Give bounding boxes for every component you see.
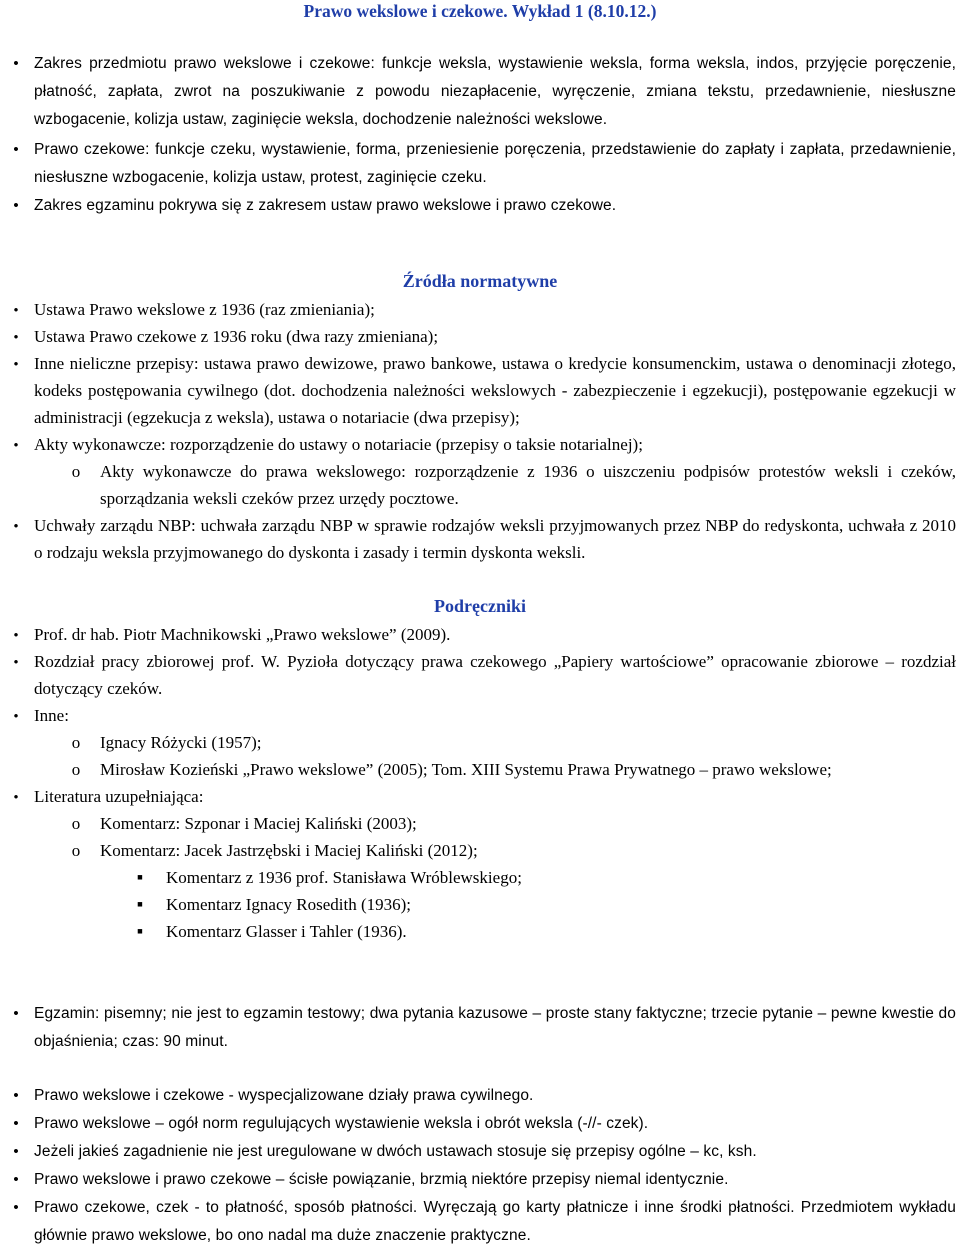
bullet-icon <box>6 136 26 164</box>
circle-bullet-icon <box>66 458 86 485</box>
bullet-icon <box>6 50 26 78</box>
list-item: • Prof. dr hab. Piotr Machnikowski „Prawo wekslowe” (2009). <box>0 621 960 648</box>
bullet-icon <box>6 512 26 541</box>
exam-list <box>0 1000 960 1056</box>
list-item: • Zakres przedmiotu prawo wekslowe i czekowe: funkcje weksla, wystawienie weksla, forma weksla, indos, przyjęcie poręczenie, płatność, zapłata, zwrot na poszukiwanie z powodu niezapłacenie, wyręczenie, zmiana tekstu, przedawnienie, niesłuszne wzbogacenie, kolizja ustaw, zaginięcie weksla, dochodzenie należności wekslowe. <box>0 50 960 134</box>
sub-list-item: o Komentarz: Jacek Jastrzębski i Maciej Kaliński (2012); <box>0 837 960 864</box>
list-item: • Prawo czekowe: funkcje czeku, wystawienie, forma, przeniesienie poręczenia, przedstawienie do zapłaty i zapłata, przedawnienie, niesłuszne wzbogacenie, kolizja ustaw, protest, zaginięcie czeku. <box>0 136 960 192</box>
bullet-icon <box>6 783 26 812</box>
list-item: • Egzamin: pisemny; nie jest to egzamin testowy; dwa pytania kazusowe – proste stany faktyczne; trzecie pytanie – pewne kwestie do objaśnienia; czas: 90 minut. <box>0 1000 960 1056</box>
bullet-icon <box>6 296 26 325</box>
bullet-icon <box>6 350 26 379</box>
bullet-icon <box>6 1138 26 1166</box>
circle-bullet-icon <box>66 810 86 837</box>
square-bullet-icon <box>130 891 150 918</box>
circle-bullet-icon <box>66 837 86 864</box>
list-item: • Zakres egzaminu pokrywa się z zakresem ustaw prawo wekslowe i prawo czekowe. <box>0 192 960 220</box>
circle-bullet-icon <box>66 729 86 756</box>
sub-list-item: o Komentarz: Szponar i Maciej Kaliński (2003); <box>0 810 960 837</box>
sub-sub-list-item: ▪ Komentarz Ignacy Rosedith (1936); <box>0 891 960 918</box>
bullet-icon <box>6 1166 26 1194</box>
bullet-icon <box>6 1082 26 1110</box>
sub-list-item: o Mirosław Kozieński „Prawo wekslowe” (2005); Tom. XIII Systemu Prawa Prywatnego – prawo wekslowe; <box>0 756 960 783</box>
bullet-icon <box>6 323 26 352</box>
square-bullet-icon <box>130 918 150 945</box>
bullet-icon <box>6 648 26 677</box>
list-item: • Inne: <box>0 702 960 729</box>
sub-sub-list-item: ▪ Komentarz z 1936 prof. Stanisława Wróblewskiego; <box>0 864 960 891</box>
document-title: Prawo wekslowe i czekowe. Wykład 1 (8.10.12.) <box>303 1 657 21</box>
sub-list-item: o Ignacy Różycki (1957); <box>0 729 960 756</box>
sub-sub-list-item: ▪ Komentarz Glasser i Tahler (1936). <box>0 918 960 945</box>
notes-list <box>0 1082 960 1250</box>
section-heading-sources: Źródła normatywne <box>402 271 558 291</box>
list-item: • Prawo wekslowe i prawo czekowe – ścisłe powiązanie, brzmią niektóre przepisy niemal identycznie. <box>0 1166 960 1194</box>
list-item: • Prawo wekslowe – ogół norm regulujących wystawienie weksla i obrót weksla (-//- czek). <box>0 1110 960 1138</box>
list-item: • Uchwały zarządu NBP: uchwała zarządu NBP w sprawie rodzajów weksli przyjmowanych przez NBP do redyskonta, uchwała z 2010 o rodzaju weksla przyjmowanego do dyskonta i zasady i termin dyskonta weksli. <box>0 512 960 566</box>
list-item: • Jeżeli jakieś zagadnienie nie jest uregulowane w dwóch ustawach stosuje się przepisy ogólne – kc, ksh. <box>0 1138 960 1166</box>
textbooks-list <box>0 621 960 945</box>
section-heading-textbooks: Podręczniki <box>434 596 526 616</box>
list-item: • Ustawa Prawo wekslowe z 1936 (raz zmieniania); <box>0 296 960 323</box>
bullet-icon <box>6 431 26 460</box>
bullet-icon <box>6 1194 26 1222</box>
intro-list <box>0 50 960 220</box>
bullet-icon <box>6 621 26 650</box>
bullet-icon <box>6 192 26 220</box>
bullet-icon <box>6 702 26 731</box>
list-item: • Ustawa Prawo czekowe z 1936 roku (dwa razy zmieniana); <box>0 323 960 350</box>
bullet-icon <box>6 1110 26 1138</box>
bullet-icon <box>6 1000 26 1028</box>
sub-list-item: o Akty wykonawcze do prawa wekslowego: rozporządzenie z 1936 o uiszczeniu podpisów protestów weksli i czeków, sporządzania weksli czeków przez urzędy pocztowe. <box>0 458 960 512</box>
list-item: • Inne nieliczne przepisy: ustawa prawo dewizowe, prawo bankowe, ustawa o kredycie konsumenckim, ustawa o denominacji złotego, kodeks postępowania cywilnego (dot. dochodzenia należności wekslowych - zabezpieczenie i egzekucji), postępowanie egzekucji w administracji (egzekucja z weksla), ustawa o notariacie (dwa przepisy); <box>0 350 960 431</box>
list-item: • Prawo czekowe, czek - to płatność, sposób płatności. Wyręczają go karty płatnicze i inne środki płatności. Przedmiotem wykładu głównie prawo wekslowe, bo ono nadal ma duże znaczenie praktyczne. <box>0 1194 960 1250</box>
sources-list <box>0 296 960 566</box>
list-item: • Prawo wekslowe i czekowe - wyspecjalizowane działy prawa cywilnego. <box>0 1082 960 1110</box>
list-item: • Akty wykonawcze: rozporządzenie do ustawy o notariacie (przepisy o taksie notarialnej); <box>0 431 960 458</box>
list-item: • Rozdział pracy zbiorowej prof. W. Pyzioła dotyczący prawa czekowego „Papiery wartościowe” opracowanie zbiorowe – rozdział dotyczący czeków. <box>0 648 960 702</box>
square-bullet-icon <box>130 864 150 891</box>
circle-bullet-icon <box>66 756 86 783</box>
list-item: • Literatura uzupełniająca: <box>0 783 960 810</box>
